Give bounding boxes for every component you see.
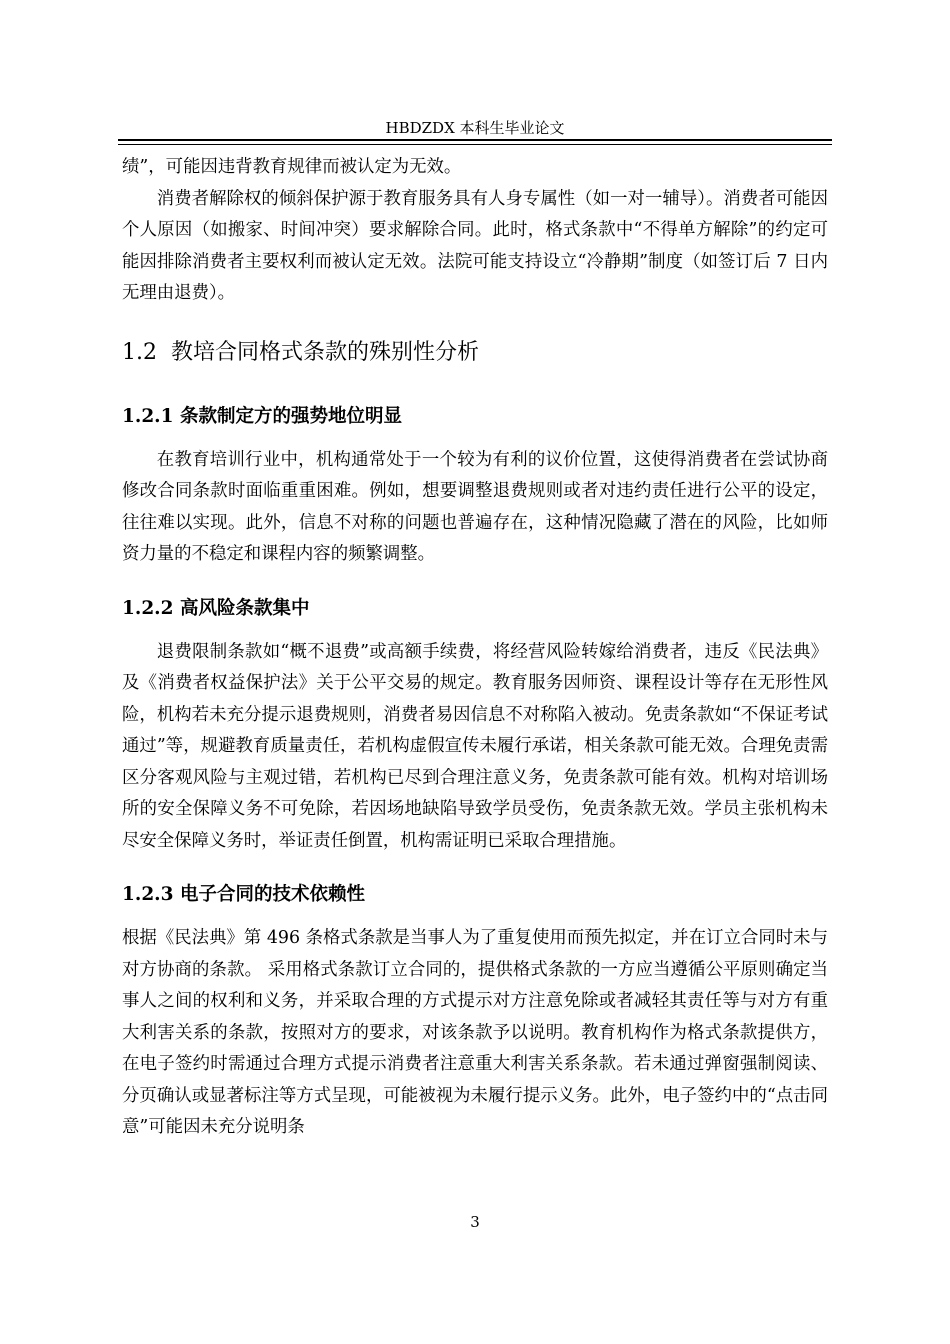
subsection-heading-1-2-3: 1.2.3 电子合同的技术依赖性 <box>122 884 365 905</box>
running-header: HBDZDX 本科生毕业论文 <box>385 119 565 137</box>
page-number: 3 <box>470 1213 480 1231</box>
subsection-heading-1-2-2: 1.2.2 高风险条款集中 <box>122 597 310 619</box>
paragraph-1-2-2: 退费限制条款如“概不退费”或高额手续费，将经营风险转嫁给消费者，违反《民法典》及《消费者权益保护法》关于公平交易的规定。教育服务因师资、课程设计等存在无形性风险，机构若未充分提示退费规则，消费者易因信息不对称陷入被动。免责条款如“不保证考试通过”等，规避教育质量责任，若机构虚假宣传未履行承诺，相关条款可能无效。合理免责需区分客观风险与主观过错，若机构已尽到合理注意义务，免责条款可能有效。机构对培训场所的安全保障义务不可免除，若因场地缺陷导致学员受伤，免责条款无效。学员主张机构未尽安全保障义务时，举证责任倒置，机构需证明已采取合理措施。 <box>122 641 828 851</box>
header-rule-thin <box>118 144 832 145</box>
section-title: 教培合同格式条款的殊别性分析 <box>171 339 480 365</box>
paragraph-1-2-1: 在教育培训行业中，机构通常处于一个较为有利的议价位置，这使得消费者在尝试协商修改合同条款时面临重重困难。例如，想要调整退费规则或者对违约责任进行公平的设定，往往难以实现。此外，信息不对称的问题也普遍存在，这种情况隐藏了潜在的风险，比如师资力量的不稳定和课程内容的频繁调整。 <box>122 449 828 564</box>
page-body <box>122 152 828 1144</box>
section-number: 1.2 <box>122 339 157 365</box>
paragraph-continued: 绩”，可能因违背教育规律而被认定为无效。 <box>122 157 462 177</box>
paragraph-1-2-3: 根据《民法典》第 496 条格式条款是当事人为了重复使用而预先拟定，并在订立合同时未与对方协商的条款。 采用格式条款订立合同的，提供格式条款的一方应当遵循公平原则确定当事人之间的权利和义务，并采取合理的方式提示对方注意免除或者减轻其责任等与对方有重大利害关系的条款，按照对方的要求，对该条款予以说明。教育机构作为格式条款提供方，在电子签约时需通过合理方式提示消费者注意重大利害关系条款。若未通过弹窗强制阅读、分页确认或显著标注等方式呈现，可能被视为未履行提示义务。此外，电子签约中的“点击同意”可能因未充分说明条 <box>122 928 828 1137</box>
subsection-heading-1-2-1: 1.2.1 条款制定方的强势地位明显 <box>122 405 402 427</box>
section-heading-1-2 <box>122 338 828 368</box>
header-rule-thick <box>118 139 832 141</box>
paragraph-rescission-right: 消费者解除权的倾斜保护源于教育服务具有人身专属性（如一对一辅导）。消费者可能因个人原因（如搬家、时间冲突）要求解除合同。此时，格式条款中“不得单方解除”的约定可能因排除消费者主要权利而被认定无效。法院可能支持设立“冷静期”制度（如签订后 7 日内无理由退费）。 <box>122 188 828 303</box>
